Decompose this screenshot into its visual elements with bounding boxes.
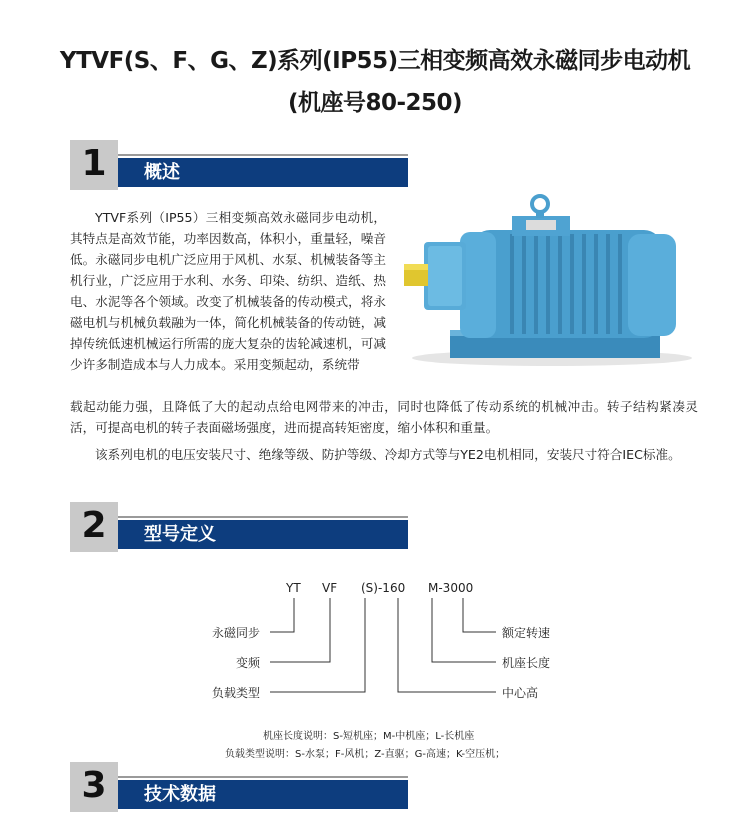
section-3-number: 3 — [70, 762, 118, 812]
overview-paragraph-continued: 载起动能力强，且降低了大的起动点给电网带来的冲击，同时也降低了传动系统的机械冲击。转子结构紧凑灵活，可提高电机的转子表面磁场强度，进而提高转矩密度，缩小体积和重量。 — [70, 399, 698, 435]
note-frame-length: 机座长度说明：S-短机座；M-中机座；L-长机座 — [263, 731, 475, 742]
page-title-line1: YTVF(S、F、G、Z)系列(IP55)三相变频高效永磁同步电动机 — [59, 48, 691, 74]
model-code-speed: M-3000 — [428, 581, 474, 595]
label-center-height: 中心高 — [502, 686, 539, 700]
note-load-type: 负载类型说明：S-水泵；F-风机；Z-直驱；G-高速；K-空压机； — [225, 749, 506, 760]
label-permanent-magnet: 永磁同步 — [212, 626, 261, 640]
section-2-number: 2 — [70, 502, 118, 552]
model-code-frame: (S)-160 — [361, 581, 406, 595]
section-2-rule — [118, 516, 408, 518]
motor-image — [402, 190, 702, 370]
section-1-header — [70, 140, 408, 190]
model-code-yt: YT — [286, 581, 301, 595]
overview-paragraph-top: YTVF系列（IP55）三相变频高效永磁同步电动机，其特点是高效节能，功率因数高，体积小，重量轻，噪音低。永磁同步电机广泛应用于风机、水泵、机械装备等主机行业，广泛应用于水利、水务、印染、纺织、造纸、热电、水泥等各个领域。改变了机械装备的传动模式，将永磁电机与机械负载融为一体，简化机械装备的传动链，减掉传统低速机械运行所需的庞大复杂的齿轮减速机，可减少许多制造成本与人力成本。采用变频起动，系统带 — [70, 210, 386, 372]
page-title-line2: (机座号80-250) — [287, 90, 463, 116]
section-3-header — [70, 762, 408, 812]
section-3-title: 技术数据 — [118, 780, 408, 809]
label-load-type: 负载类型 — [212, 686, 261, 700]
overview-paragraph-standards: 该系列电机的电压安装尺寸、绝缘等级、防护等级、冷却方式等与YE2电机相同，安装尺寸符合IEC标准。 — [95, 447, 681, 462]
section-1-rule — [118, 154, 408, 156]
label-frame-length: 机座长度 — [502, 656, 551, 670]
model-code-vf: VF — [322, 581, 338, 595]
section-3-rule — [118, 776, 408, 778]
section-1-number: 1 — [70, 140, 118, 190]
section-2-title: 型号定义 — [118, 520, 408, 549]
label-rated-speed: 额定转速 — [502, 626, 551, 640]
label-variable-frequency: 变频 — [236, 656, 261, 670]
section-2-header — [70, 502, 408, 552]
section-1-title: 概述 — [118, 158, 408, 187]
